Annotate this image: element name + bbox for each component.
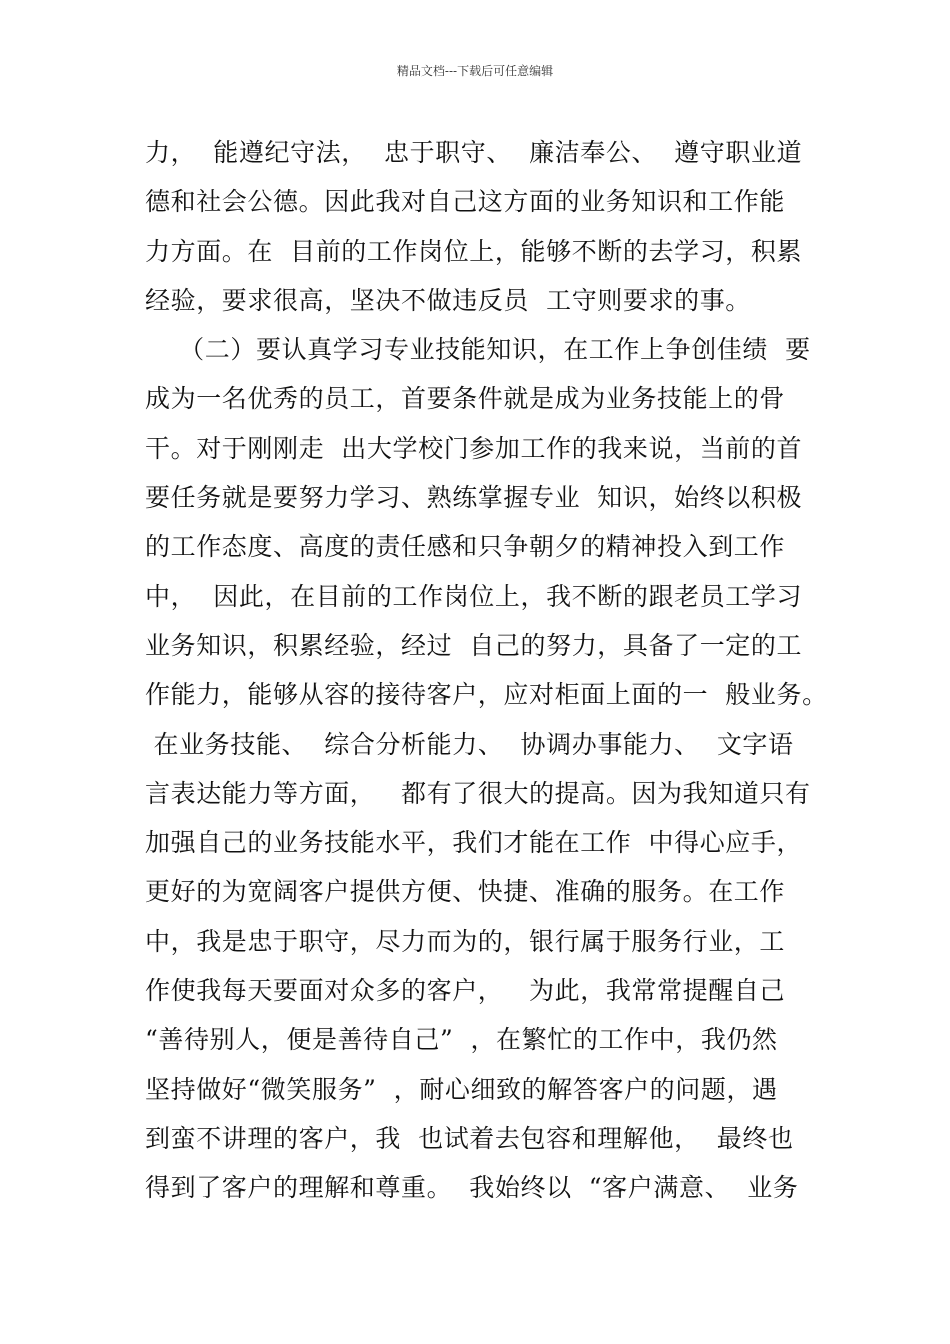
text-line: 得到了客户的理解和尊重。 我始终以 “客户满意、 业务 [145, 1173, 799, 1203]
text-line: 作能力，能够从容的接待客户，应对柜面上面的一 般业务。 [145, 680, 828, 710]
text-line: 到蛮不讲理的客户，我 也试着去包容和理解他， 最终也 [145, 1123, 794, 1153]
text-line: “善待别人，便是善待自己” ，在繁忙的工作中，我仍然 [145, 1025, 778, 1055]
text-line: 作使我每天要面对众多的客户， 为此，我常常提醒自己 [145, 976, 786, 1006]
text-line: 言表达能力等方面， 都有了很大的提高。因为我知道只有 [145, 778, 811, 808]
text-line: 德和社会公德。因此我对自己这方面的业务知识和工作能 [145, 187, 786, 217]
text-line: 要任务就是要努力学习、熟练掌握专业 知识，始终以积极 [145, 483, 803, 513]
text-line: 坚持做好“微笑服务” ，耐心细致的解答客户的问题，遇 [145, 1074, 778, 1104]
text-line: 的工作态度、高度的责任感和只争朝夕的精神投入到工作 [145, 532, 786, 562]
text-line: 中，我是忠于职守，尽力而为的，银行属于服务行业，工 [145, 926, 786, 956]
text-line: 力方面。在 目前的工作岗位上，能够不断的去学习，积累 [145, 236, 803, 266]
text-line: 经验，要求很高，坚决不做违反员 工守则要求的事。 [145, 285, 751, 315]
text-line: 加强自己的业务技能水平，我们才能在工作 中得心应手， [145, 828, 803, 858]
text-line: 成为一名优秀的员工，首要条件就是成为业务技能上的骨 [145, 384, 786, 414]
text-line: 中， 因此，在目前的工作岗位上，我不断的跟老员工学习 [145, 581, 803, 611]
document-body [145, 128, 828, 1213]
text-line: 业务知识，积累经验，经过 自己的努力，具备了一定的工 [145, 630, 803, 660]
text-line: 更好的为宽阔客户提供方便、快捷、准确的服务。在工作 [145, 877, 786, 907]
text-line: （二）要认真学习专业技能知识，在工作上争创佳绩 要 [145, 335, 811, 365]
text-line: 在业务技能、 综合分析能力、 协调办事能力、 文字语 [145, 729, 794, 759]
page-header: 精品文档---下载后可任意编辑 [396, 64, 554, 78]
text-line: 干。对于刚刚走 出大学校门参加工作的我来说，当前的首 [145, 433, 803, 463]
text-line: 力， 能遵纪守法， 忠于职守、 廉洁奉公、 遵守职业道 [145, 138, 803, 167]
